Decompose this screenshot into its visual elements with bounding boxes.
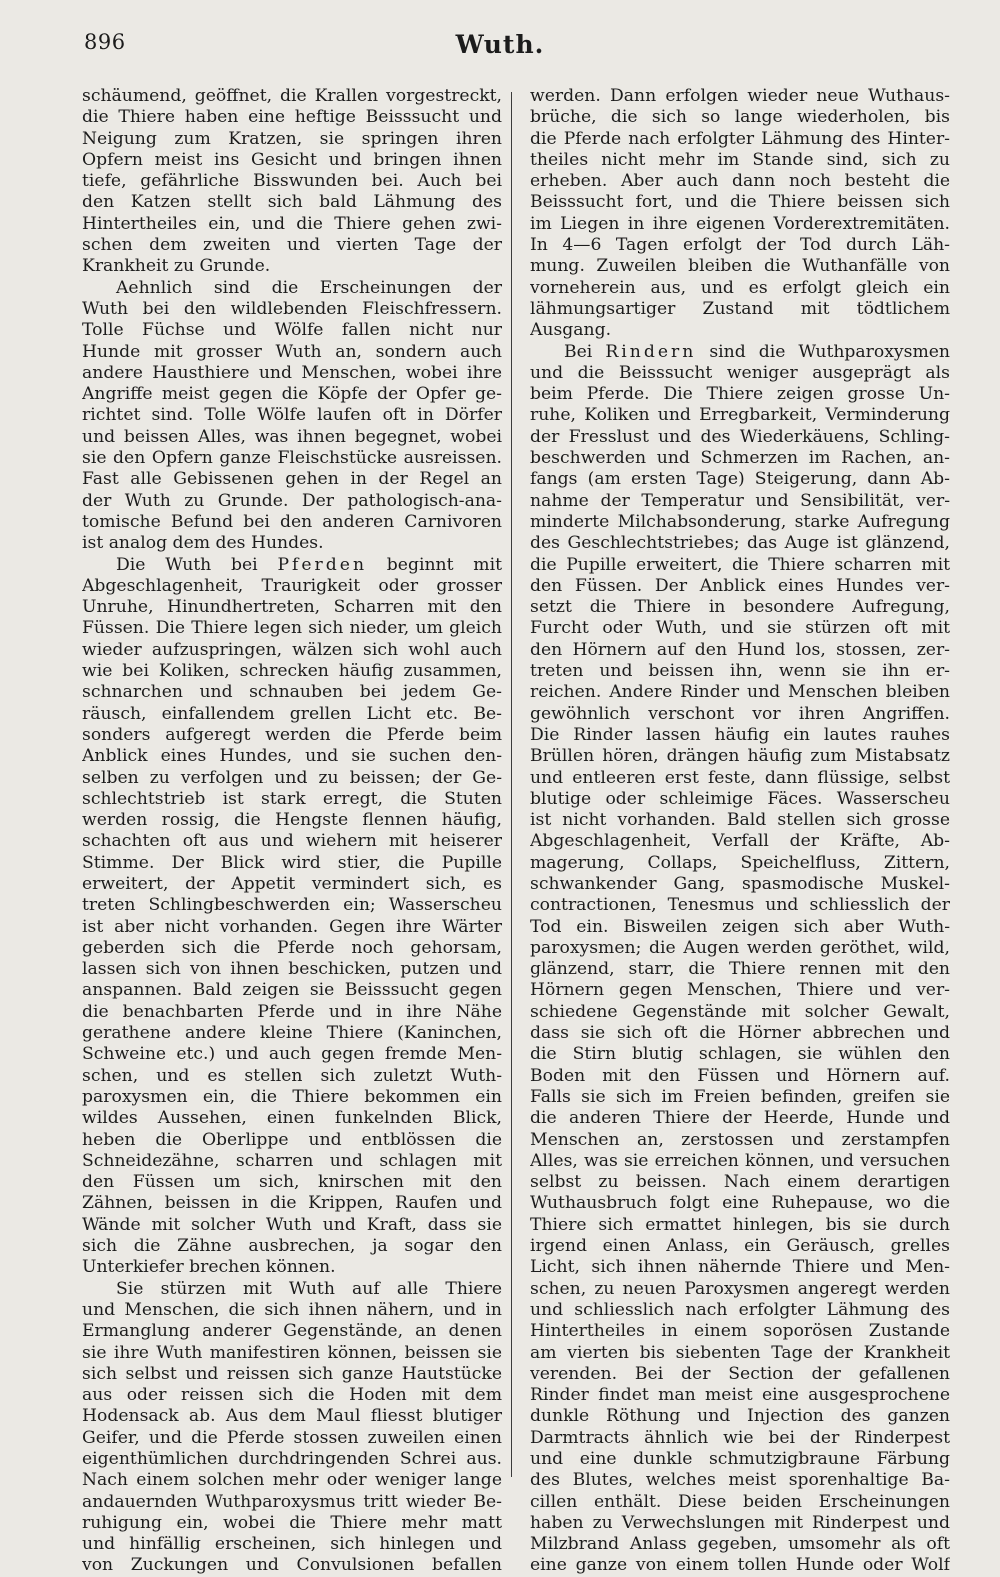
right-column-line: beschwerden und Schmerzen im Rachen, an- bbox=[530, 448, 950, 469]
left-column-line: erweitert, der Appetit vermindert sich, es bbox=[82, 873, 502, 894]
left-column-line: Wände mit solcher Wuth und Kraft, dass sie bbox=[82, 1214, 502, 1235]
right-column-line: nahme der Temperatur und Sensibilität, ver- bbox=[530, 490, 950, 511]
line-text: Bei bbox=[564, 341, 606, 362]
right-column-line: Tod ein. Bisweilen zeigen sich aber Wuth- bbox=[530, 916, 950, 937]
left-column-line: schachten oft aus und wiehern mit heiserer bbox=[82, 831, 502, 852]
right-column-line: cillen enthält. Diese beiden Erscheinungen bbox=[530, 1491, 950, 1512]
left-column-line: die benachbarten Pferde und in ihre Nähe bbox=[82, 1001, 502, 1022]
right-column-line: ruhe, Koliken und Erregbarkeit, Verminderung bbox=[530, 405, 950, 426]
left-column-line: schen dem zweiten und vierten Tage der bbox=[82, 235, 502, 256]
right-column-line: Darmtracts ähnlich wie bei der Rinderpest bbox=[530, 1427, 950, 1448]
left-column bbox=[82, 86, 502, 1577]
left-column-line: Krankheit zu Grunde. bbox=[82, 256, 271, 277]
left-column-line bbox=[82, 555, 502, 576]
left-column-line: geberden sich die Pferde noch gehorsam, bbox=[82, 937, 502, 958]
right-column-line: paroxysmen; die Augen werden geröthet, wild, bbox=[530, 937, 950, 958]
left-column-line: Unruhe, Hinundhertreten, Scharren mit den bbox=[82, 597, 502, 618]
right-column bbox=[530, 86, 950, 1577]
spaced-term: Pferden bbox=[277, 554, 368, 575]
right-column-line: Hintertheiles in einem soporösen Zustande bbox=[530, 1321, 950, 1342]
right-column-line: und schliesslich nach erfolgter Lähmung des bbox=[530, 1299, 950, 1320]
right-column-line: Brüllen hören, drängen häufig zum Mistabsatz bbox=[530, 746, 950, 767]
right-column-line: treten und beissen ihn, wenn sie ihn er- bbox=[530, 661, 950, 682]
right-column-line: Beisssucht fort, und die Thiere beissen sich bbox=[530, 192, 950, 213]
left-column-line: ist analog dem des Hundes. bbox=[82, 533, 324, 554]
line-text: sind die Wuthparoxysmen bbox=[696, 341, 950, 362]
right-column-line: minderte Milchabsonderung, starke Aufregung bbox=[530, 511, 950, 532]
right-column-line: selbst zu beissen. Nach einem derartigen bbox=[530, 1172, 950, 1193]
left-column-line: andere Hausthiere und Menschen, wobei ihre bbox=[82, 362, 502, 383]
right-column-line: irgend einen Anlass, ein Geräusch, grelles bbox=[530, 1236, 950, 1257]
left-column-line: schnarchen und schnauben bei jedem Ge- bbox=[82, 682, 502, 703]
right-column-line: glänzend, starr, die Thiere rennen mit den bbox=[530, 959, 950, 980]
right-column-line: beim Pferde. Die Thiere zeigen grosse Un- bbox=[530, 384, 950, 405]
left-column-line: ist aber nicht vorhanden. Gegen ihre Wärter bbox=[82, 916, 502, 937]
right-column-line: die Pferde nach erfolgter Lähmung des Hinter- bbox=[530, 128, 950, 149]
left-column-line: der Wuth zu Grunde. Der pathologisch-ana- bbox=[82, 490, 502, 511]
left-column-line: gerathene andere kleine Thiere (Kaninchen, bbox=[82, 1023, 502, 1044]
right-column-line: des Geschlechtstriebes; das Auge ist glänzend, bbox=[530, 533, 950, 554]
right-column-line: schen, zu neuen Paroxysmen angeregt werden bbox=[530, 1278, 950, 1299]
right-column-line: des Blutes, welches meist sporenhaltige Ba- bbox=[530, 1470, 950, 1491]
right-column-line: Menschen an, zerstossen und zerstampfen bbox=[530, 1129, 950, 1150]
right-column-line: fangs (am ersten Tage) Steigerung, dann Ab- bbox=[530, 469, 950, 490]
right-column-line: reichen. Andere Rinder und Menschen bleiben bbox=[530, 682, 950, 703]
right-column-line: Milzbrand Anlass gegeben, umsomehr als oft bbox=[530, 1534, 950, 1555]
right-column-line: Licht, sich ihnen nähernde Thiere und Men- bbox=[530, 1257, 950, 1278]
left-column-line: werden rossig, die Hengste flennen häufig, bbox=[82, 810, 502, 831]
left-column-line: wie bei Koliken, schrecken häufig zusammen, bbox=[82, 661, 502, 682]
right-column-line: In 4—6 Tagen erfolgt der Tod durch Läh- bbox=[530, 235, 950, 256]
right-column-line: eine ganze von einem tollen Hunde oder Wolf bbox=[530, 1555, 950, 1576]
left-column-line: Sie stürzen mit Wuth auf alle Thiere bbox=[116, 1278, 502, 1299]
left-column-line: ruhigung ein, wobei die Thiere mehr matt bbox=[82, 1512, 502, 1533]
right-column-line: schiedene Gegenstände mit solcher Gewalt, bbox=[530, 1001, 950, 1022]
right-column-line: Falls sie sich im Freien befinden, greifen sie bbox=[530, 1086, 950, 1107]
left-column-line: von Zuckungen und Convulsionen befallen bbox=[82, 1555, 502, 1576]
right-column-line: theiles nicht mehr im Stande sind, sich zu bbox=[530, 149, 950, 170]
right-column-line: magerung, Collaps, Speichelfluss, Zittern, bbox=[530, 852, 950, 873]
left-column-line: anspannen. Bald zeigen sie Beisssucht gegen bbox=[82, 980, 502, 1001]
left-column-line: wieder aufzuspringen, wälzen sich wohl auch bbox=[82, 639, 502, 660]
left-column-line: andauernden Wuthparoxysmus tritt wieder Be- bbox=[82, 1491, 502, 1512]
right-column-line: mung. Zuweilen bleiben die Wuthanfälle von bbox=[530, 256, 950, 277]
right-column-line: contractionen, Tenesmus und schliesslich der bbox=[530, 895, 950, 916]
left-column-line: Geifer, und die Pferde stossen zuweilen einen bbox=[82, 1427, 502, 1448]
right-column-line: dunkle Röthung und Injection des ganzen bbox=[530, 1406, 950, 1427]
right-column-line: im Liegen in ihre eigenen Vorderextremitäten. bbox=[530, 213, 950, 234]
line-text: beginnt mit bbox=[367, 554, 502, 575]
left-column-line: Wuth bei den wildlebenden Fleischfressern. bbox=[82, 298, 502, 319]
left-column-line: Opfern meist ins Gesicht und bringen ihnen bbox=[82, 149, 502, 170]
left-column-line: und Menschen, die sich ihnen nähern, und in bbox=[82, 1299, 502, 1320]
right-column-line: Wuthausbruch folgt eine Ruhepause, wo die bbox=[530, 1193, 950, 1214]
page-number: 896 bbox=[84, 30, 126, 54]
spaced-term: Rindern bbox=[605, 341, 697, 362]
right-column-line: Thiere sich ermattet hinlegen, bis sie durch bbox=[530, 1214, 950, 1235]
left-column-line: eigenthümlichen durchdringenden Schrei aus. bbox=[82, 1449, 502, 1469]
left-column-line: Hunde mit grosser Wuth an, sondern auch bbox=[82, 341, 502, 362]
left-column-line: aus oder reissen sich die Hoden mit dem bbox=[82, 1385, 502, 1406]
right-column-line: vorneherein aus, und es erfolgt gleich ein bbox=[530, 277, 950, 298]
right-column-line: lähmungsartiger Zustand mit tödtlichem bbox=[530, 298, 950, 319]
right-column-line: die Pupille erweitert, die Thiere scharren mit bbox=[530, 554, 950, 575]
left-column-line: und hinfällig erscheinen, sich hinlegen und bbox=[82, 1534, 502, 1555]
line-text: Die Wuth bei bbox=[116, 554, 278, 575]
right-column-line: schwankender Gang, spasmodische Muskel- bbox=[530, 873, 950, 894]
right-column-line: werden. Dann erfolgen wieder neue Wuthaus- bbox=[530, 86, 950, 106]
left-column-line: Hintertheiles ein, und die Thiere gehen zwi- bbox=[82, 213, 502, 234]
right-column-line: Rinder findet man meist eine ausgesprochene bbox=[530, 1385, 950, 1406]
right-column-line: und eine dunkle schmutzigbraune Färbung bbox=[530, 1449, 950, 1469]
left-column-line: Neigung zum Kratzen, sie springen ihren bbox=[82, 128, 502, 149]
left-column-line: sich selbst und reissen sich ganze Hautstücke bbox=[82, 1363, 502, 1384]
right-column-line: die Stirn blutig schlagen, sie wühlen den bbox=[530, 1044, 950, 1065]
right-column-line: Furcht oder Wuth, und sie stürzen oft mit bbox=[530, 618, 950, 639]
left-column-line: räusch, einfallendem grellen Licht etc. Be- bbox=[82, 703, 502, 724]
left-column-line: schen, und es stellen sich zuletzt Wuth- bbox=[82, 1065, 502, 1086]
right-column-line: am vierten bis siebenten Tage der Krankheit bbox=[530, 1342, 950, 1363]
right-column-line: blutige oder schleimige Fäces. Wasserscheu bbox=[530, 788, 950, 809]
right-column-line: und entleeren erst feste, dann flüssige, selbst bbox=[530, 767, 950, 788]
right-column-line: die anderen Thiere der Heerde, Hunde und bbox=[530, 1108, 950, 1129]
left-column-line: Füssen. Die Thiere legen sich nieder, um gleich bbox=[82, 618, 502, 639]
left-column-line: Schneidezähne, scharren und schlagen mit bbox=[82, 1150, 502, 1171]
right-column-line: Ausgang. bbox=[530, 320, 612, 341]
right-column-line: setzt die Thiere in besondere Aufregung, bbox=[530, 597, 950, 618]
left-column-line: die Thiere haben eine heftige Beisssucht und bbox=[82, 107, 502, 128]
running-head: Wuth. bbox=[455, 30, 545, 59]
left-column-line: sich die Zähne ausbrechen, ja sogar den bbox=[82, 1236, 502, 1257]
right-column-line: ist nicht vorhanden. Bald stellen sich grosse bbox=[530, 810, 950, 831]
right-column-line: dass sie sich oft die Hörner abbrechen und bbox=[530, 1023, 950, 1044]
left-column-line: sie ihre Wuth manifestiren können, beissen sie bbox=[82, 1342, 502, 1363]
right-column-line: Boden mit den Füssen und Hörnern auf. bbox=[530, 1065, 950, 1086]
column-rule bbox=[511, 92, 512, 1477]
left-column-line: Zähnen, beissen in die Krippen, Raufen und bbox=[82, 1193, 502, 1214]
right-column-line bbox=[530, 342, 950, 363]
right-column-line: gewöhnlich verschont vor ihren Angriffen. bbox=[530, 703, 950, 724]
right-column-line: den Füssen. Der Anblick eines Hundes ver- bbox=[530, 575, 950, 596]
right-column-line: Alles, was sie erreichen können, und versuchen bbox=[530, 1150, 950, 1171]
left-column-line: wildes Aussehen, einen funkelnden Blick, bbox=[82, 1108, 502, 1129]
left-column-line: treten Schlingbeschwerden ein; Wasserscheu bbox=[82, 895, 502, 916]
right-column-line: verenden. Bei der Section der gefallenen bbox=[530, 1363, 950, 1384]
right-column-line: Abgeschlagenheit, Verfall der Kräfte, Ab- bbox=[530, 831, 950, 852]
left-column-line: Tolle Füchse und Wölfe fallen nicht nur bbox=[82, 320, 502, 341]
right-column-line: erheben. Aber auch dann noch besteht die bbox=[530, 171, 950, 192]
left-column-line: lassen sich von ihnen beschicken, putzen und bbox=[82, 959, 502, 980]
right-column-line: haben zu Verwechslungen mit Rinderpest und bbox=[530, 1512, 950, 1533]
left-column-line: paroxysmen ein, die Thiere bekommen ein bbox=[82, 1086, 502, 1107]
left-column-line: den Füssen um sich, knirschen mit den bbox=[82, 1172, 502, 1193]
left-column-line: sie den Opfern ganze Fleischstücke ausreissen. bbox=[82, 448, 502, 469]
left-column-line: schäumend, geöffnet, die Krallen vorgestreckt, bbox=[82, 86, 502, 106]
left-column-line: Fast alle Gebissenen gehen in der Regel an bbox=[82, 469, 502, 490]
left-column-line: Stimme. Der Blick wird stier, die Pupille bbox=[82, 852, 502, 873]
left-column-line: Nach einem solchen mehr oder weniger lange bbox=[82, 1470, 502, 1491]
left-column-line: und beissen Alles, was ihnen begegnet, wobei bbox=[82, 426, 502, 447]
left-column-line: sonders aufgeregt werden die Pferde beim bbox=[82, 724, 502, 745]
right-column-line: Die Rinder lassen häufig ein lautes rauhes bbox=[530, 724, 950, 745]
left-column-line: Schweine etc.) und auch gegen fremde Men- bbox=[82, 1044, 502, 1065]
left-column-line: Abgeschlagenheit, Traurigkeit oder grosser bbox=[82, 575, 502, 596]
right-column-line: Hörnern gegen Menschen, Thiere und ver- bbox=[530, 980, 950, 1001]
left-column-line: Anblick eines Hundes, und sie suchen den- bbox=[82, 746, 502, 767]
left-column-line: richtet sind. Tolle Wölfe laufen oft in Dörfer bbox=[82, 405, 502, 426]
left-column-line: selben zu verfolgen und zu beissen; der Ge- bbox=[82, 767, 502, 788]
left-column-line: Ermanglung anderer Gegenstände, an denen bbox=[82, 1321, 502, 1342]
left-column-line: heben die Oberlippe und entblössen die bbox=[82, 1129, 502, 1150]
left-column-line: Hodensack ab. Aus dem Maul fliesst blutiger bbox=[82, 1406, 502, 1427]
left-column-line: Angriffe meist gegen die Köpfe der Opfer ge- bbox=[82, 384, 502, 405]
left-column-line: tomische Befund bei den anderen Carnivoren bbox=[82, 511, 502, 532]
left-column-line: Unterkiefer brechen können. bbox=[82, 1257, 336, 1278]
right-column-line: und die Beisssucht weniger ausgeprägt als bbox=[530, 362, 950, 383]
right-column-line: brüche, die sich so lange wiederholen, bis bbox=[530, 107, 950, 128]
left-column-line: schlechtstrieb ist stark erregt, die Stuten bbox=[82, 788, 502, 809]
right-column-line: der Fresslust und des Wiederkäuens, Schling- bbox=[530, 426, 950, 447]
left-column-line: den Katzen stellt sich bald Lähmung des bbox=[82, 192, 502, 213]
right-column-line: den Hörnern auf den Hund los, stossen, zer- bbox=[530, 639, 950, 660]
left-column-line: Aehnlich sind die Erscheinungen der bbox=[116, 277, 502, 298]
left-column-line: tiefe, gefährliche Bisswunden bei. Auch bei bbox=[82, 171, 502, 192]
